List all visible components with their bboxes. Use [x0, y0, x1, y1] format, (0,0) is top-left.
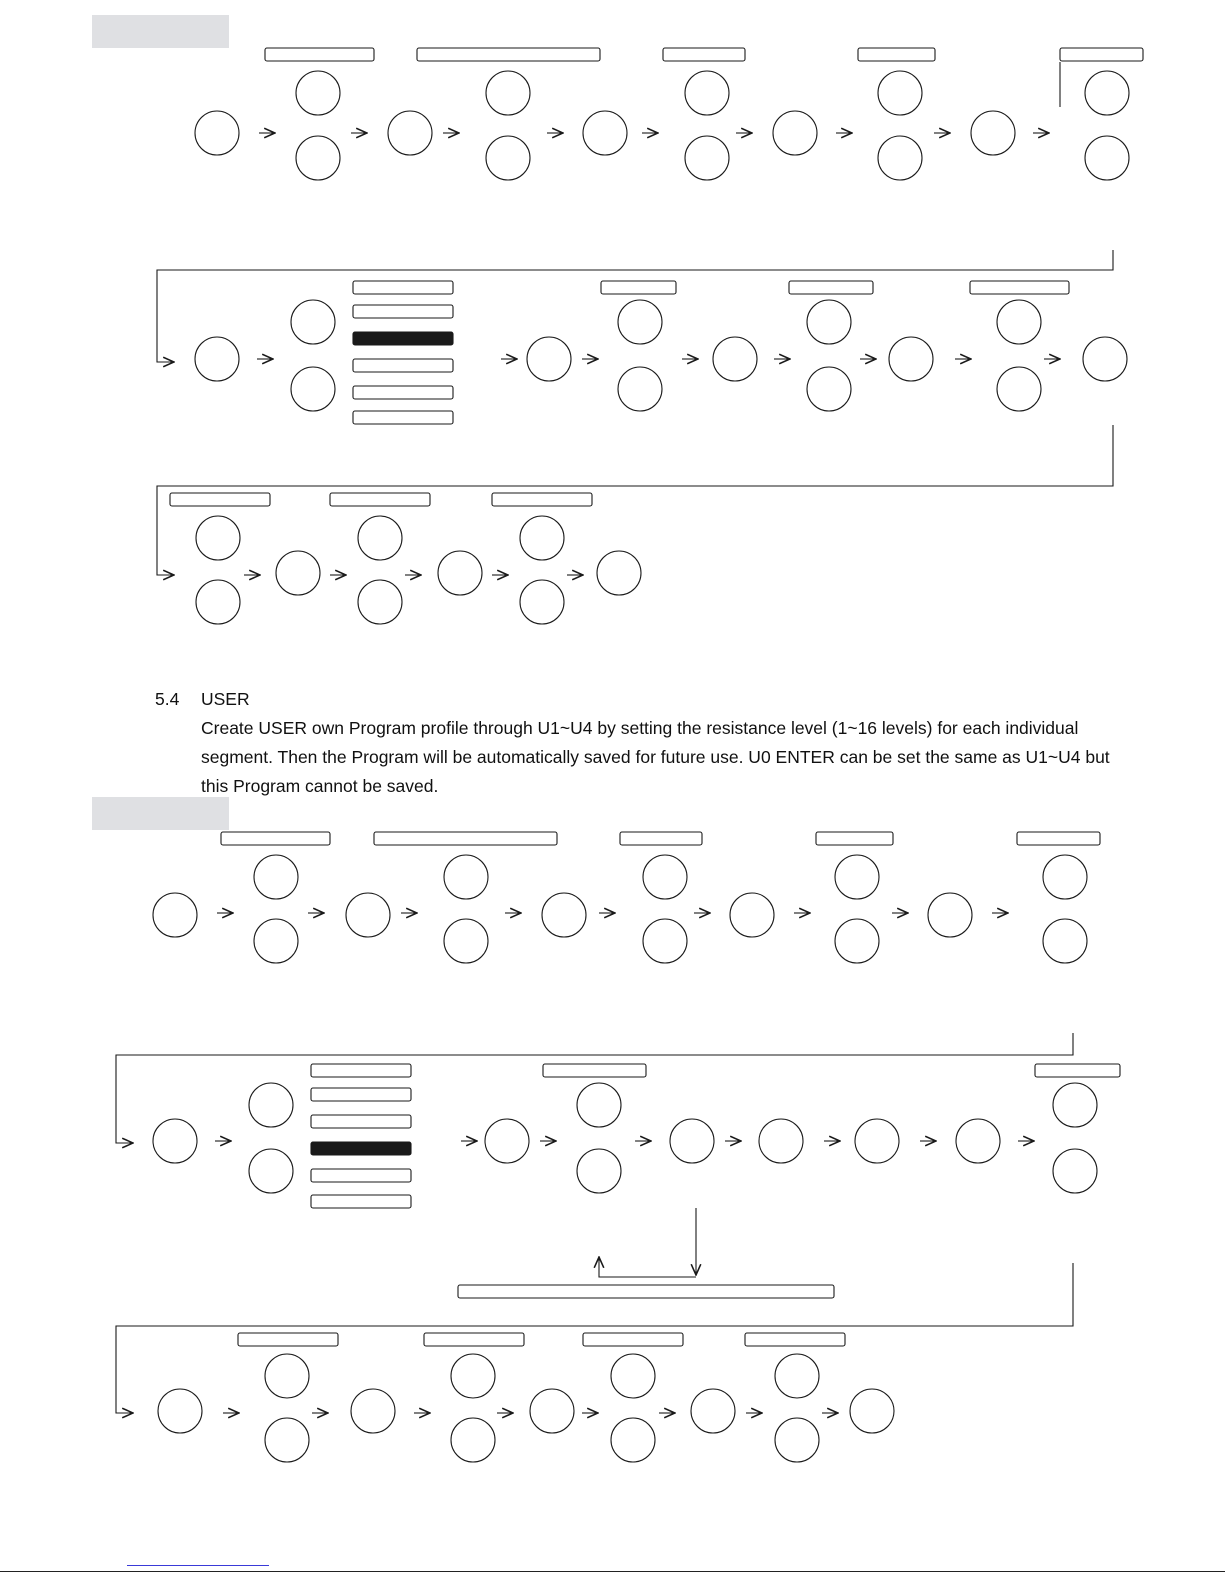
label-box: [311, 1088, 411, 1101]
label-box: [311, 1195, 411, 1208]
label-box: [458, 1285, 834, 1298]
flow-step-circle: [773, 111, 817, 155]
flow-step-circle: [358, 516, 402, 560]
label-box: [353, 411, 453, 424]
flow-step-circle: [807, 367, 851, 411]
label-box: [1017, 832, 1100, 845]
flow-step-circle: [196, 516, 240, 560]
flow-step-circle: [520, 516, 564, 560]
label-box: [663, 48, 745, 61]
flow-step-circle: [685, 71, 729, 115]
flow-step-circle: [276, 551, 320, 595]
flow-step-circle: [577, 1083, 621, 1127]
flow-step-circle: [997, 367, 1041, 411]
label-box: [417, 48, 600, 61]
label-box: [353, 386, 453, 399]
section-number: 5.4: [155, 689, 180, 709]
header-tab: [92, 15, 229, 48]
flow-step-circle: [296, 71, 340, 115]
label-box: [789, 281, 873, 294]
flow-step-circle: [997, 300, 1041, 344]
flow-step-circle: [889, 337, 933, 381]
flow-step-circle: [451, 1354, 495, 1398]
flow-step-circle: [855, 1119, 899, 1163]
label-box: [374, 832, 557, 845]
flow-step-circle: [291, 300, 335, 344]
label-box: [620, 832, 702, 845]
flow-step-circle: [530, 1389, 574, 1433]
section-5-4: [155, 685, 1115, 801]
flow-step-circle: [1053, 1149, 1097, 1193]
flow-step-circle: [351, 1389, 395, 1433]
label-box: [424, 1333, 524, 1346]
flow-step-circle: [195, 337, 239, 381]
flow-step-circle: [196, 580, 240, 624]
flow-step-circle: [583, 111, 627, 155]
flow-step-circle: [685, 136, 729, 180]
flow-step-circle: [388, 111, 432, 155]
footer-rule: [0, 1571, 1225, 1572]
footer-link-underline: [127, 1565, 269, 1566]
flow-step-circle: [254, 855, 298, 899]
label-box: [311, 1115, 411, 1128]
option-box-selected: [311, 1142, 411, 1155]
flow-step-circle: [486, 71, 530, 115]
flow-step-circle: [670, 1119, 714, 1163]
section-body: Create USER own Program profile through U1~U4 by setting the resistance level (1~16 levels) for each individual segment. Then the Program will be automatically saved for future use. U0 ENTER can be set the same as U1~U4 but this Program cannot be saved.: [201, 718, 1110, 796]
flow-step-circle: [291, 367, 335, 411]
label-box: [601, 281, 676, 294]
flow-step-circle: [358, 580, 402, 624]
option-box-selected: [353, 332, 453, 345]
label-box: [353, 359, 453, 372]
label-box: [543, 1064, 646, 1077]
label-box: [221, 832, 330, 845]
section-title: USER: [201, 689, 250, 709]
label-box: [170, 493, 270, 506]
flowchart-upper: [92, 15, 1143, 624]
flow-step-circle: [611, 1354, 655, 1398]
label-box: [265, 48, 374, 61]
flow-step-circle: [878, 136, 922, 180]
flow-step-circle: [835, 855, 879, 899]
label-box: [583, 1333, 683, 1346]
label-box: [238, 1333, 338, 1346]
flow-step-circle: [971, 111, 1015, 155]
label-box: [492, 493, 592, 506]
flow-step-circle: [296, 136, 340, 180]
flow-step-circle: [346, 893, 390, 937]
label-box: [858, 48, 935, 61]
label-box: [311, 1169, 411, 1182]
flow-step-circle: [1043, 919, 1087, 963]
flow-step-circle: [542, 893, 586, 937]
flow-step-circle: [265, 1418, 309, 1462]
flow-step-circle: [730, 893, 774, 937]
flow-step-circle: [928, 893, 972, 937]
flow-step-circle: [807, 300, 851, 344]
flow-step-circle: [451, 1418, 495, 1462]
label-box: [1060, 48, 1143, 61]
flow-step-circle: [691, 1389, 735, 1433]
flow-step-circle: [249, 1149, 293, 1193]
flow-step-circle: [195, 111, 239, 155]
label-box: [311, 1064, 411, 1077]
label-box: [353, 281, 453, 294]
label-box: [970, 281, 1069, 294]
label-box: [1035, 1064, 1120, 1077]
flow-step-circle: [835, 919, 879, 963]
flow-step-circle: [1043, 855, 1087, 899]
flow-step-circle: [527, 337, 571, 381]
header-tab: [92, 797, 229, 830]
flow-step-circle: [850, 1389, 894, 1433]
connector-line: [157, 250, 1113, 362]
flow-step-circle: [265, 1354, 309, 1398]
flow-step-circle: [1053, 1083, 1097, 1127]
flow-step-circle: [254, 919, 298, 963]
flow-step-circle: [1085, 136, 1129, 180]
flow-step-circle: [153, 1119, 197, 1163]
flow-step-circle: [878, 71, 922, 115]
flow-step-circle: [1083, 337, 1127, 381]
label-box: [353, 305, 453, 318]
flow-step-circle: [597, 551, 641, 595]
flow-step-circle: [1085, 71, 1129, 115]
flow-step-circle: [577, 1149, 621, 1193]
flow-step-circle: [775, 1418, 819, 1462]
flow-step-circle: [444, 855, 488, 899]
label-box: [816, 832, 893, 845]
flow-step-circle: [444, 919, 488, 963]
connector-line: [157, 425, 1113, 575]
flow-step-circle: [153, 893, 197, 937]
flow-step-circle: [438, 551, 482, 595]
label-box: [745, 1333, 845, 1346]
flow-step-circle: [643, 855, 687, 899]
flow-step-circle: [643, 919, 687, 963]
flowchart-lower: [92, 797, 1120, 1462]
flow-step-circle: [520, 580, 564, 624]
flow-step-circle: [775, 1354, 819, 1398]
flow-step-circle: [956, 1119, 1000, 1163]
flow-step-circle: [486, 136, 530, 180]
label-box: [330, 493, 430, 506]
flow-step-circle: [618, 367, 662, 411]
flow-step-circle: [713, 337, 757, 381]
flow-step-circle: [485, 1119, 529, 1163]
flow-step-circle: [759, 1119, 803, 1163]
flow-step-circle: [611, 1418, 655, 1462]
flow-step-circle: [158, 1389, 202, 1433]
connector-line: [599, 1257, 696, 1277]
flow-step-circle: [618, 300, 662, 344]
flow-step-circle: [249, 1083, 293, 1127]
